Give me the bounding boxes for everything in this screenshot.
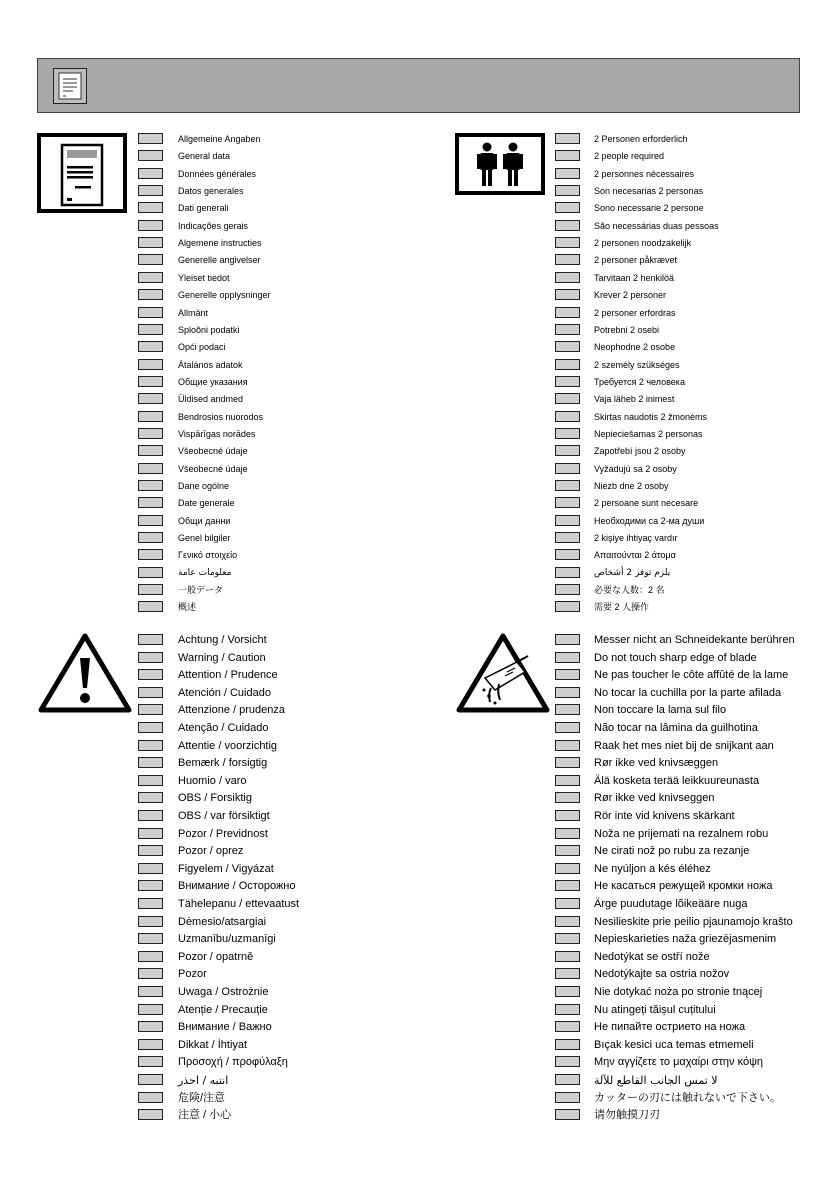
translation-line: 注意 / 小心	[178, 1109, 232, 1121]
checkbox-square	[138, 411, 163, 422]
header-bar	[37, 58, 800, 113]
translation-line: Indicações gerais	[178, 221, 249, 231]
translation-line: Απαιτούνται 2 άτομα	[594, 550, 676, 560]
checkbox-square	[555, 1039, 580, 1050]
translation-line: Vaja läheb 2 inimest	[594, 394, 675, 404]
translation-line: Rör inte vid knivens skärkant	[594, 810, 735, 822]
checkbox-square	[138, 669, 163, 680]
checkbox-square	[138, 1092, 163, 1103]
translation-line: 2 personer erfordras	[594, 308, 676, 318]
checkbox-square	[138, 463, 163, 474]
translation-line: Sploŏni podatki	[178, 325, 240, 335]
checkbox-square	[555, 202, 580, 213]
checkbox-square	[555, 757, 580, 768]
translation-line: Внимание / Осторожно	[178, 880, 296, 892]
translation-line: Требуется 2 человека	[594, 377, 685, 387]
document-icon	[37, 133, 127, 218]
translation-line: Neophodne 2 osobe	[594, 342, 676, 352]
checkbox-square	[555, 722, 580, 733]
translation-line: 2 personen noodzakelijk	[594, 238, 692, 248]
translation-line: Figyelem / Vigyázat	[178, 863, 274, 875]
blade-hazard-icon	[455, 632, 551, 719]
checkbox-square	[555, 810, 580, 821]
checkbox-square	[555, 1109, 580, 1120]
checkbox-square	[138, 515, 163, 526]
checkbox-square	[138, 1004, 163, 1015]
translation-line: Son necesarias 2 personas	[594, 186, 704, 196]
checkbox-square	[555, 254, 580, 265]
translation-line: 必要な人数：2 名	[594, 585, 665, 595]
checkbox-square	[138, 792, 163, 803]
translation-line: Sono necessarie 2 persone	[594, 203, 704, 213]
translation-line: Nepieciešamas 2 personas	[594, 429, 703, 439]
translation-line: لا تمس الجانب القاطع للآلة	[594, 1074, 718, 1087]
checkbox-square	[555, 634, 580, 645]
translation-line: カッターの刃には触れないで下さい。	[594, 1092, 781, 1104]
checkbox-square	[555, 411, 580, 422]
translation-line: Nedotýkat se ostří nože	[594, 951, 710, 963]
translation-line: Huomio / varo	[178, 775, 247, 787]
checkbox-square	[138, 445, 163, 456]
translation-line: Raak het mes niet bij de snijkant aan	[594, 740, 774, 752]
checkbox-square	[555, 1021, 580, 1032]
checkbox-square	[138, 933, 163, 944]
checkbox-square	[138, 775, 163, 786]
checkbox-square	[555, 324, 580, 335]
translation-line: Dikkat / İhtiyat	[178, 1039, 248, 1051]
translation-line: Необходими са 2-ма души	[594, 516, 705, 526]
checkbox-square	[138, 722, 163, 733]
checkbox-square	[138, 480, 163, 491]
checkbox-square	[138, 150, 163, 161]
translation-line: 概述	[178, 602, 197, 612]
translation-line: Vyžadujú sa 2 osoby	[594, 464, 677, 474]
translation-line: Dati generali	[178, 203, 229, 213]
translation-line: Non toccare la lama sul filo	[594, 704, 727, 716]
checkbox-square	[555, 740, 580, 751]
checkbox-square	[555, 220, 580, 231]
checkbox-square	[138, 986, 163, 997]
translation-line: 2 persoane sunt necesare	[594, 498, 699, 508]
translation-line: Nu atingeți tăișul cuțitului	[594, 1004, 716, 1016]
translation-line: Atenção / Cuidado	[178, 722, 269, 734]
translation-line: Niezb dne 2 osoby	[594, 481, 669, 491]
checkbox-square	[138, 880, 163, 891]
checkbox-square	[138, 704, 163, 715]
checkbox-square	[138, 307, 163, 318]
checkbox-square	[555, 986, 580, 997]
translation-line: Γενικό στοιχείο	[178, 550, 238, 560]
checkbox-square	[555, 168, 580, 179]
checkbox-square	[555, 916, 580, 927]
checkbox-square	[555, 792, 580, 803]
translation-line: Tähelepanu / ettevaatust	[178, 898, 300, 910]
checkbox-square	[555, 601, 580, 612]
checkbox-square	[138, 634, 163, 645]
checkbox-square	[138, 1056, 163, 1067]
translation-line: Genel bilgiler	[178, 533, 231, 543]
checkbox-square	[555, 185, 580, 196]
translation-line: Opći podaci	[178, 342, 226, 352]
translation-line: Ne cirati nož po rubu za rezanje	[594, 845, 750, 857]
translation-line: Общи данни	[178, 516, 231, 526]
translation-line: Nepieskarieties naža griezējasmenim	[594, 933, 777, 945]
translation-line: Не пипайте острието на ножа	[594, 1021, 746, 1033]
translation-line: Общие указания	[178, 377, 248, 387]
checkbox-square	[555, 1092, 580, 1103]
translation-line: Atenție / Precauție	[178, 1004, 268, 1016]
translation-line: Bemærk / forsigtig	[178, 757, 268, 769]
translation-line: Generelle opplysninger	[178, 290, 271, 300]
checkbox-square	[555, 150, 580, 161]
checkbox-square	[555, 1074, 580, 1085]
checkbox-square	[138, 898, 163, 909]
translation-line: São necessárias duas pessoas	[594, 221, 719, 231]
checkbox-square	[138, 601, 163, 612]
checkbox-square	[555, 307, 580, 318]
translation-line: 2 kişiye ihtiyaç vardır	[594, 533, 678, 543]
checkbox-square	[138, 1109, 163, 1120]
checkbox-square	[138, 393, 163, 404]
checkbox-square	[555, 951, 580, 962]
checkbox-square	[138, 341, 163, 352]
checkbox-square	[555, 775, 580, 786]
translation-line: Ärge puudutage lõikeääre nuga	[594, 898, 748, 910]
translation-line: Krever 2 personer	[594, 290, 667, 300]
translation-line: Datos generales	[178, 186, 244, 196]
translation-line: Attentie / voorzichtig	[178, 740, 278, 752]
translation-line: Generelle angivelser	[178, 255, 261, 265]
checkbox-square	[138, 757, 163, 768]
checkbox-square	[555, 393, 580, 404]
translation-line: انتبه / احذر	[178, 1074, 229, 1087]
translation-line: Atención / Cuidado	[178, 687, 271, 699]
translation-line: 2 személy szükséges	[594, 360, 680, 370]
two-people-icon	[455, 133, 545, 200]
translation-line: Potrebni 2 osebi	[594, 325, 660, 335]
checkbox-square	[138, 237, 163, 248]
checkbox-square	[138, 584, 163, 595]
document-icon	[53, 68, 87, 104]
checkbox-square	[138, 687, 163, 698]
translation-line: معلومات عامة	[178, 568, 232, 578]
checkbox-square	[555, 880, 580, 891]
translation-line: Attenzione / prudenza	[178, 704, 286, 716]
translation-line: Všeobecné údaje	[178, 446, 248, 456]
translation-line: 危険/注意	[178, 1092, 226, 1104]
checkbox-square	[555, 549, 580, 560]
translation-line: Nesilieskite prie peilio pjaunamojo krašto	[594, 916, 793, 928]
translation-line: 需要 2 人操作	[594, 602, 650, 612]
translation-line: Uzmanību/uzmanīgi	[178, 933, 276, 945]
translation-line: Dane ogólne	[178, 481, 230, 491]
translation-line: يلزم توفر 2 أشخاص	[594, 568, 671, 578]
checkbox-square	[555, 845, 580, 856]
checkbox-square	[138, 185, 163, 196]
checkbox-square	[138, 549, 163, 560]
checkbox-square	[138, 272, 163, 283]
translation-line: Tarvitaan 2 henkilöä	[594, 273, 675, 283]
checkbox-square	[138, 220, 163, 231]
checkbox-square	[138, 289, 163, 300]
checkbox-square	[555, 933, 580, 944]
translation-line: 2 people required	[594, 151, 665, 161]
translation-line: Pozor / oprez	[178, 845, 244, 857]
translation-line: 2 personnes nécessaires	[594, 169, 695, 179]
checkbox-square	[555, 863, 580, 874]
translation-line: Rør ikke ved knivsæggen	[594, 757, 719, 769]
translation-line: Ne pas toucher le côte affûté de la lame	[594, 669, 789, 681]
checkbox-square	[138, 133, 163, 144]
checkbox-square	[555, 463, 580, 474]
checkbox-square	[555, 237, 580, 248]
checkbox-square	[555, 898, 580, 909]
translation-line: Не касаться режущей кромки ножа	[594, 880, 773, 892]
checkbox-square	[138, 1074, 163, 1085]
translation-line: Ne nyúljon a kés éléhez	[594, 863, 711, 875]
translation-line: 请勿触摸刀刃	[594, 1109, 660, 1121]
checkbox-square	[138, 845, 163, 856]
checkbox-square	[555, 376, 580, 387]
checkbox-square	[138, 497, 163, 508]
checkbox-square	[555, 480, 580, 491]
translation-line: Achtung / Vorsicht	[178, 634, 267, 646]
translation-line: Üldised andmed	[178, 394, 244, 404]
checkbox-square	[555, 532, 580, 543]
checkbox-square	[555, 584, 580, 595]
warning-triangle-icon	[37, 632, 133, 719]
translation-line: 2 personer påkrævet	[594, 255, 678, 265]
checkbox-square	[555, 704, 580, 715]
translation-line: Προσοχή / προφύλαξη	[178, 1056, 288, 1068]
checkbox-square	[138, 359, 163, 370]
translation-line: No tocar la cuchilla por la parte afilada	[594, 687, 782, 699]
checkbox-square	[138, 652, 163, 663]
checkbox-square	[138, 202, 163, 213]
translation-line: Rør ikke ved knivseggen	[594, 792, 715, 804]
translation-line: Não tocar na lâmina da guilhotina	[594, 722, 758, 734]
checkbox-square	[138, 810, 163, 821]
translation-line: Všeobecné údaje	[178, 464, 248, 474]
translation-line: Bendrosios nuorodos	[178, 412, 264, 422]
translation-line: Älä kosketa terää leikkuureunasta	[594, 775, 760, 787]
checkbox-square	[138, 376, 163, 387]
translation-line: Attention / Prudence	[178, 669, 278, 681]
translation-line: Zapotřebí jsou 2 osoby	[594, 446, 686, 456]
checkbox-square	[138, 968, 163, 979]
translation-line: Skirtas naudotis 2 žmonėms	[594, 412, 708, 422]
checkbox-square	[555, 1056, 580, 1067]
translation-line: Données générales	[178, 169, 257, 179]
translation-line: Nedotýkajte sa ostria nožov	[594, 968, 730, 980]
translation-line: 一般データ	[178, 585, 224, 595]
checkbox-square	[555, 652, 580, 663]
checkbox-square	[555, 497, 580, 508]
translation-line: Allmänt	[178, 308, 209, 318]
checkbox-square	[555, 515, 580, 526]
translation-line: Átalános adatok	[178, 360, 243, 370]
translation-line: General data	[178, 151, 231, 161]
checkbox-square	[138, 532, 163, 543]
checkbox-square	[138, 916, 163, 927]
translation-line: Vispārīgas norādes	[178, 429, 256, 439]
checkbox-square	[138, 863, 163, 874]
translation-line: Bıçak kesici uca temas etmemeli	[594, 1039, 754, 1051]
checkbox-square	[555, 968, 580, 979]
checkbox-square	[138, 324, 163, 335]
translation-line: Pozor / Previdnost	[178, 828, 268, 840]
checkbox-square	[555, 289, 580, 300]
checkbox-square	[138, 567, 163, 578]
translation-line: Noža ne prijemati na rezalnem robu	[594, 828, 769, 840]
checkbox-square	[138, 428, 163, 439]
checkbox-square	[138, 168, 163, 179]
checkbox-square	[555, 828, 580, 839]
translation-line: OBS / Forsiktig	[178, 792, 252, 804]
translation-line: Do not touch sharp edge of blade	[594, 652, 757, 664]
checkbox-square	[555, 272, 580, 283]
checkbox-square	[555, 359, 580, 370]
checkbox-square	[138, 1039, 163, 1050]
translation-line: Внимание / Важно	[178, 1021, 272, 1033]
checkbox-square	[138, 828, 163, 839]
translation-line: Dėmesio/atsargiai	[178, 916, 267, 928]
checkbox-square	[555, 133, 580, 144]
translation-line: Messer nicht an Schneidekante berühren	[594, 634, 795, 646]
checkbox-square	[138, 740, 163, 751]
translation-line: Algemene instructies	[178, 238, 262, 248]
translation-line: OBS / var försiktigt	[178, 810, 270, 822]
translation-line: Μην αγγίζετε το μαχαίρι στην κόψη	[594, 1056, 764, 1068]
checkbox-square	[138, 1021, 163, 1032]
checkbox-square	[138, 951, 163, 962]
checkbox-square	[138, 254, 163, 265]
translation-line: Uwaga / Ostrożnie	[178, 986, 269, 998]
checkbox-square	[555, 341, 580, 352]
translation-line: Nie dotykać noża po stronie tnącej	[594, 986, 763, 998]
checkbox-square	[555, 1004, 580, 1015]
checkbox-square	[555, 669, 580, 680]
checkbox-square	[555, 445, 580, 456]
checkbox-square	[555, 428, 580, 439]
translation-line: Yleiset tiedot	[178, 273, 230, 283]
translation-line: Pozor / opatrně	[178, 951, 254, 963]
checkbox-square	[555, 567, 580, 578]
translation-line: Warning / Caution	[178, 652, 266, 664]
checkbox-square	[555, 687, 580, 698]
translation-line: 2 Personen erforderlich	[594, 134, 688, 144]
translation-line: Allgemeine Angaben	[178, 134, 261, 144]
translation-line: Date generale	[178, 498, 235, 508]
translation-line: Pozor	[178, 968, 207, 980]
